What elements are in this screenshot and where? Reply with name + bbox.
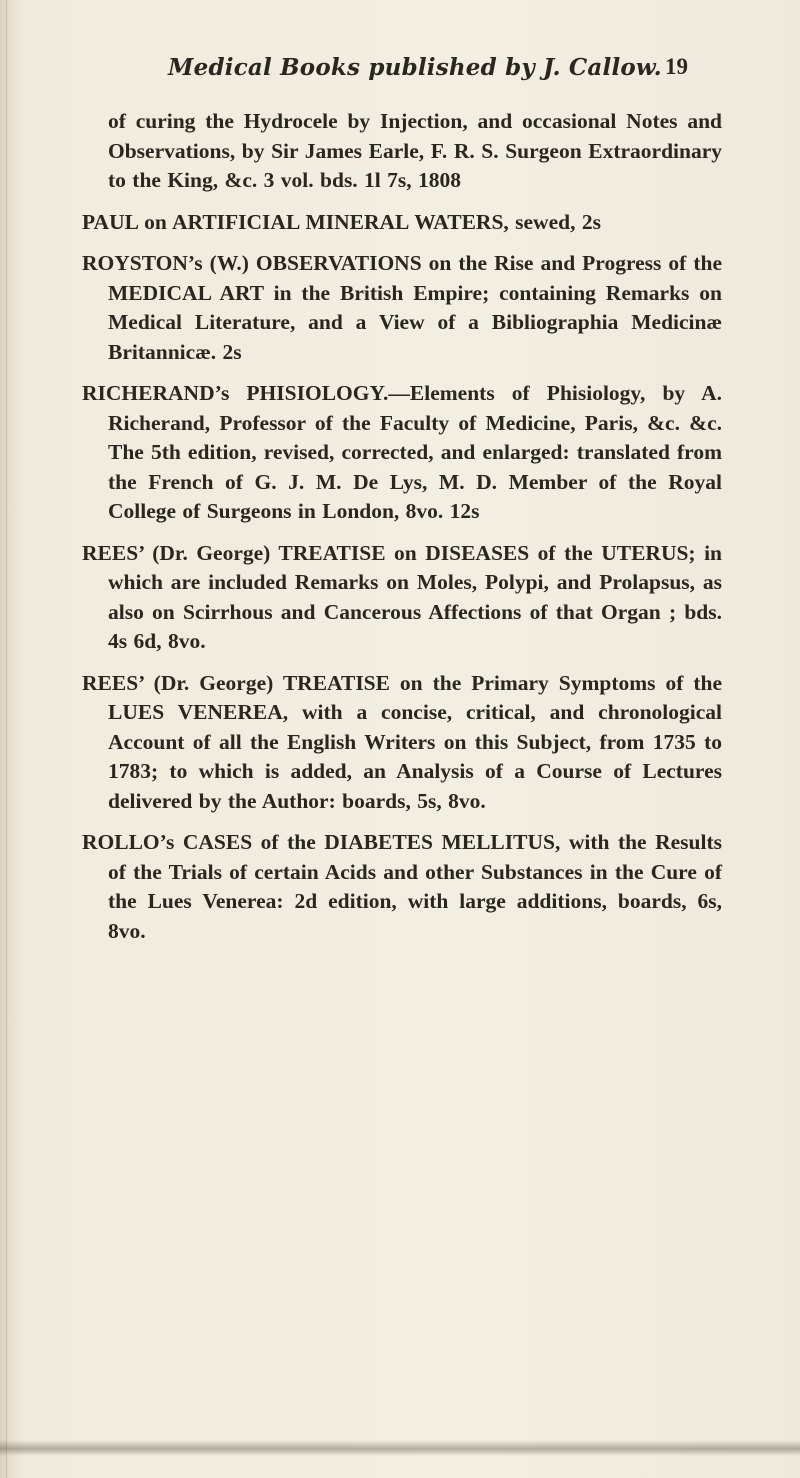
page-header	[168, 54, 688, 94]
page-gutter	[6, 0, 7, 1478]
catalogue-entry: of curing the Hydrocele by Injection, and occasional Notes and Observations, by Sir James Earle, F. R. S. Surgeon Extraordinary to the King, &c. 3 vol. bds. 1l 7s, 1808	[108, 109, 722, 192]
catalogue-entry: REES’ (Dr. George) TREATISE on DISEASES of the UTERUS; in which are included Remarks on Moles, Polypi, and Prolapsus, as also on Scirrhous and Cancerous Affections of that Organ ; bds. 4s 6d, 8vo.	[82, 540, 722, 653]
catalogue-entries	[82, 107, 722, 958]
running-title: Medical Books published by J. Callow.	[168, 54, 662, 81]
catalogue-entry: ROLLO’s CASES of the DIABETES MELLITUS, with the Results of the Trials of certain Acids and other Substances in the Cure of the Lues Venerea: 2d edition, with large additions, boards, 6s, 8vo.	[82, 830, 722, 943]
catalogue-entry: REES’ (Dr. George) TREATISE on the Primary Symptoms of the LUES VENEREA, with a concise, critical, and chronological Account of all the English Writers on this Subject, from 1735 to 1783; to which is added, an Analysis of a Course of Lectures delivered by the Author: boards, 5s, 8vo.	[82, 670, 722, 813]
catalogue-entry: RICHERAND’s PHISIOLOGY.—Elements of Phisiology, by A. Richerand, Professor of the Faculty of Medicine, Paris, &c. &c. The 5th edition, revised, corrected, and enlarged: translated from the French of G. J. M. De Lys, M. D. Member of the Royal College of Surgeons in London, 8vo. 12s	[82, 381, 722, 523]
catalogue-entry: PAUL on ARTIFICIAL MINERAL WATERS, sewed, 2s	[82, 209, 601, 234]
page-edge-shadow	[0, 1440, 800, 1456]
catalogue-entry: ROYSTON’s (W.) OBSERVATIONS on the Rise and Progress of the MEDICAL ART in the British Empire; containing Remarks on Medical Literature, and a View of a Bibliographia Medicinæ Britannicæ. 2s	[82, 251, 722, 364]
page-number: 19	[665, 54, 688, 79]
